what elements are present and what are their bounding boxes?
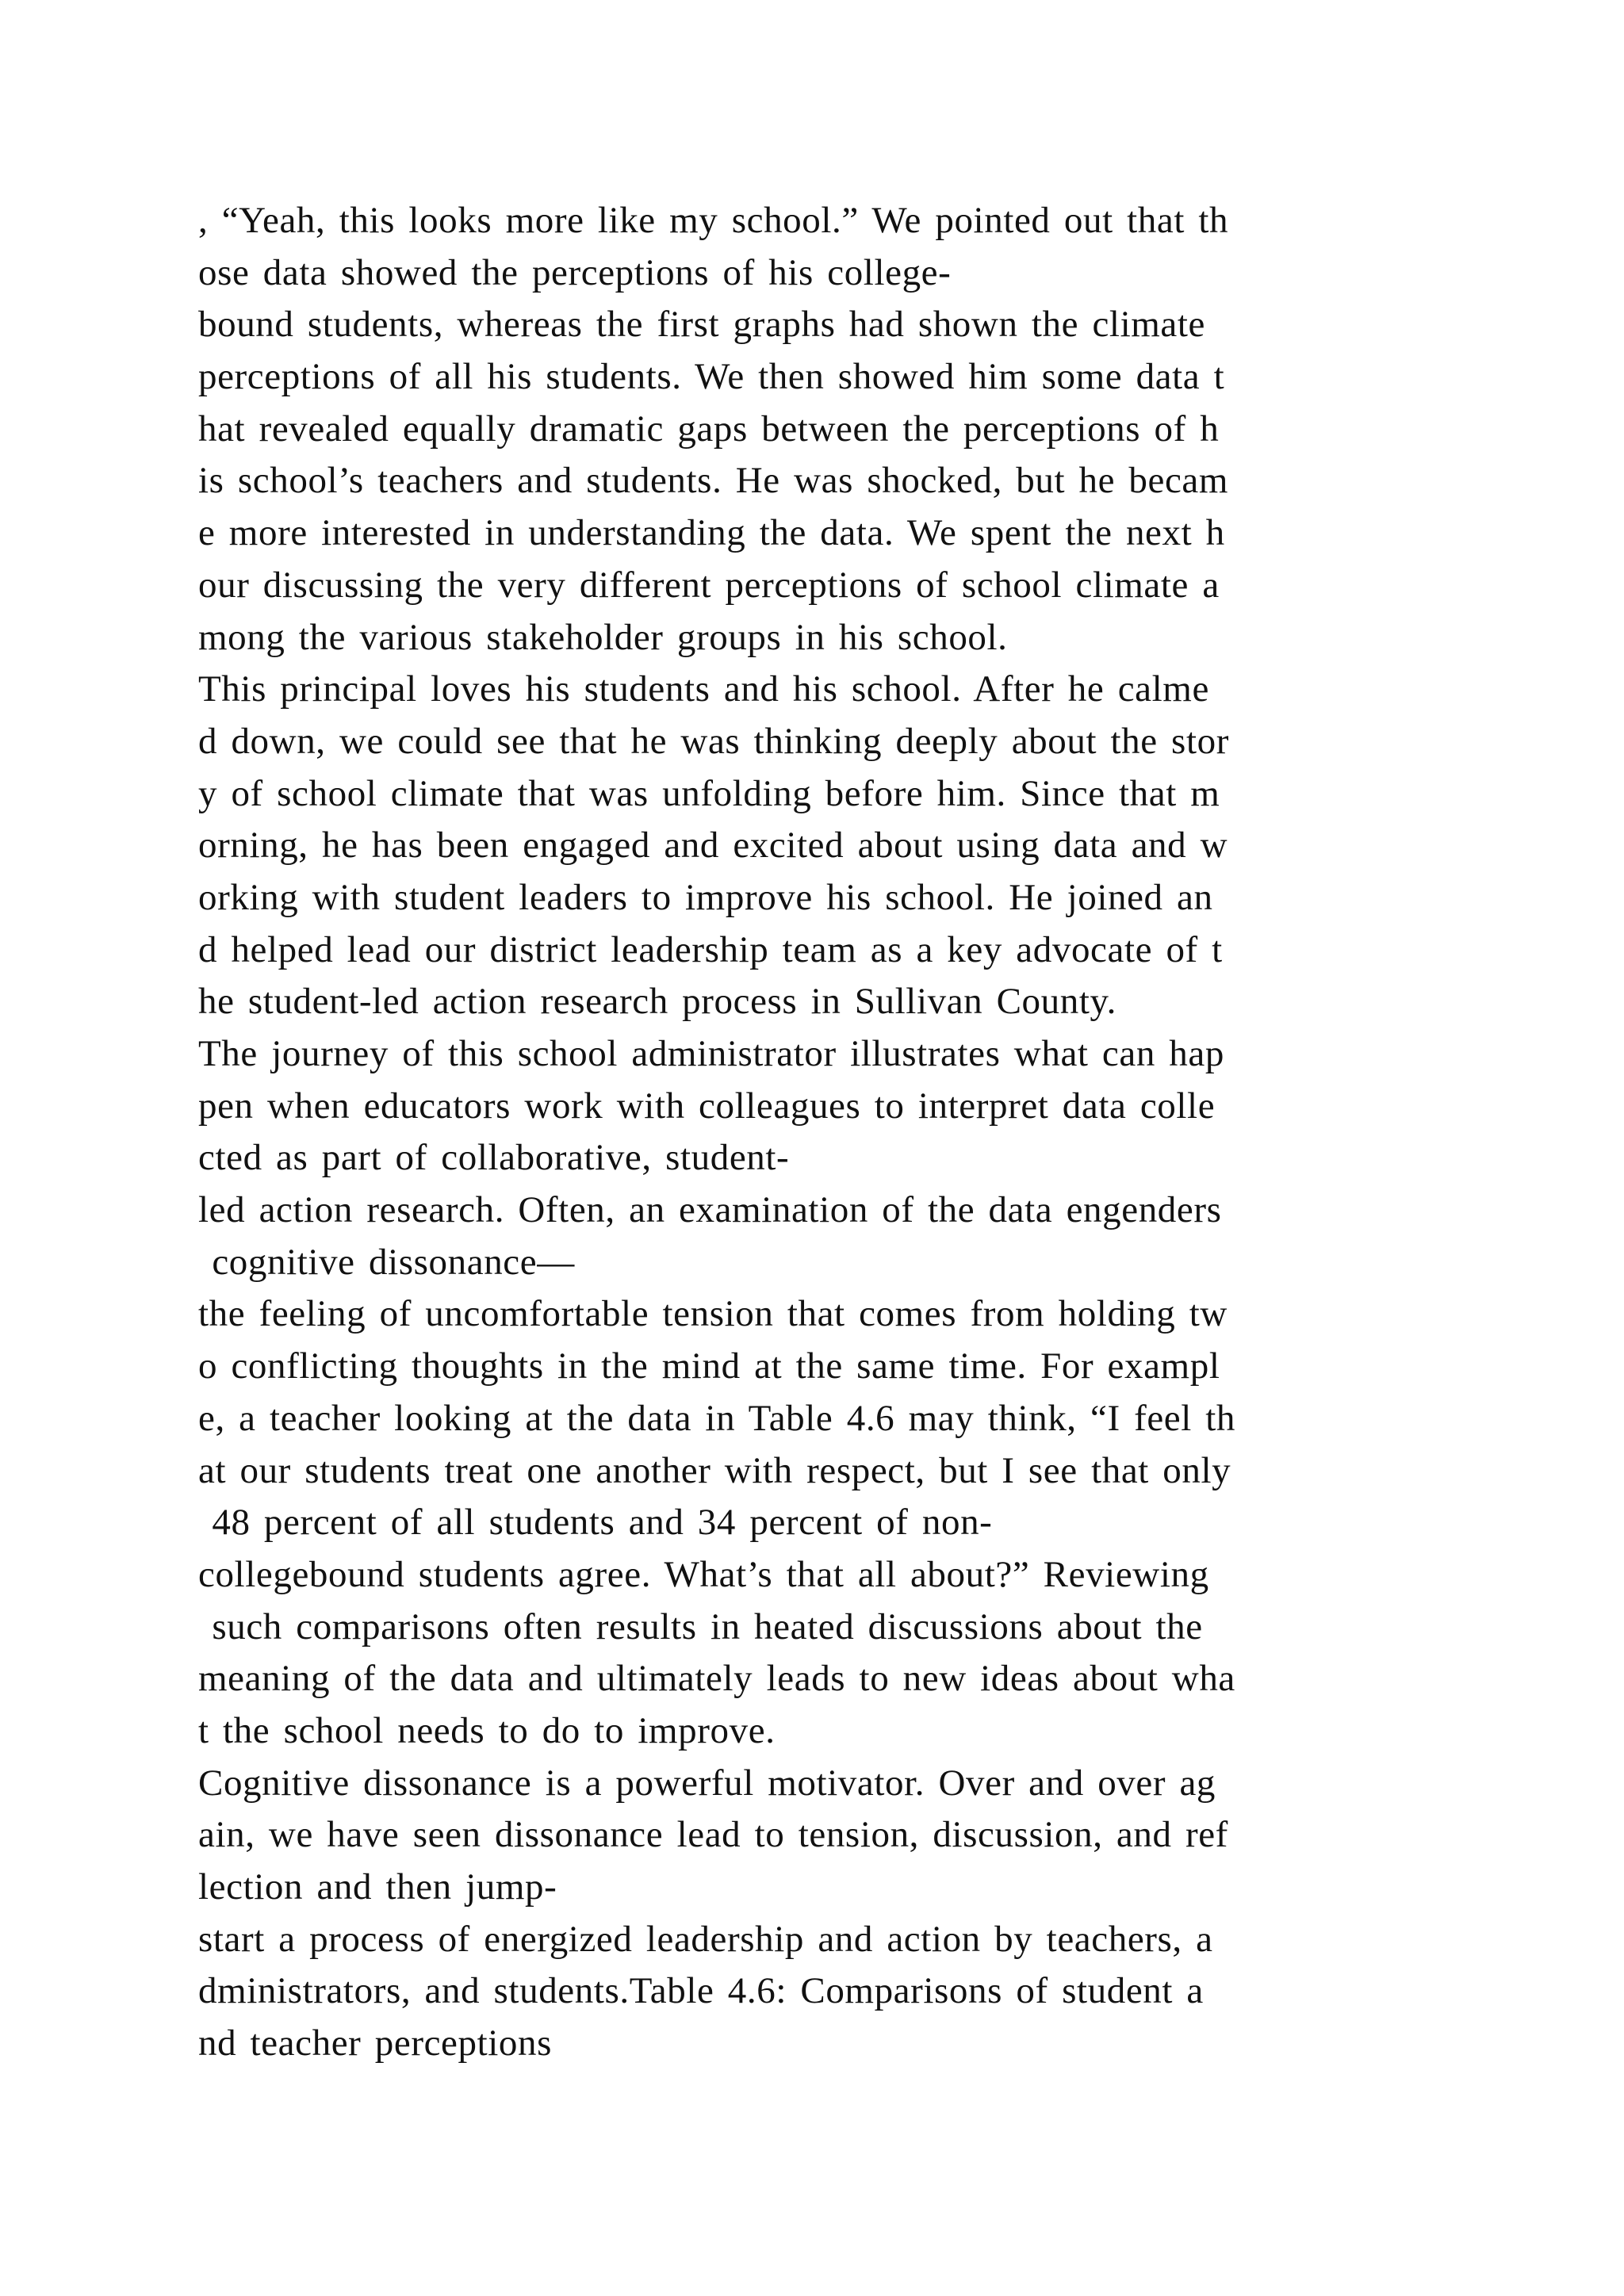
text-line: meaning of the data and ultimately leads to new ideas about wha [198,1658,1235,1700]
text-line: o conflicting thoughts in the mind at the same time. For exampl [198,1345,1220,1387]
text-line: lection and then jump- [198,1866,557,1908]
text-line: y of school climate that was unfolding before him. Since that m [198,772,1220,814]
text-line: the feeling of uncomfortable tension that comes from holding tw [198,1293,1228,1335]
text-line: d down, we could see that he was thinking deeply about the stor [198,720,1229,762]
text-line: e more interested in understanding the data. We spent the next h [198,512,1225,554]
text-line: bound students, whereas the first graphs had shown the climate [198,304,1205,346]
text-line: our discussing the very different perceptions of school climate a [198,564,1220,606]
text-line: he student-led action research process in Sullivan County. [198,981,1116,1023]
text-line: at our students treat one another with respect, but I see that only [198,1449,1231,1491]
text-line: led action research. Often, an examination of the data engenders [198,1189,1222,1231]
text-line: e, a teacher looking at the data in Table 4.6 may think, “I feel th [198,1397,1236,1439]
text-line: ain, we have seen dissonance lead to tension, discussion, and ref [198,1814,1228,1856]
text-line: nd teacher perceptions [198,2022,552,2064]
text-line: ose data showed the perceptions of his college- [198,251,952,293]
text-line: orning, he has been engaged and excited about using data and w [198,825,1228,867]
text-line: , “Yeah, this looks more like my school.” We pointed out that th [198,200,1229,241]
text-line: collegebound students agree. What’s that all about?” Reviewing [198,1553,1209,1595]
text-line: such comparisons often results in heated discussions about the [198,1605,1203,1647]
text-line: orking with student leaders to improve his school. He joined an [198,876,1213,918]
text-line: cted as part of collaborative, student- [198,1137,790,1179]
text-line: start a process of energized leadership and action by teachers, a [198,1918,1213,1960]
text-line: cognitive dissonance— [198,1241,575,1283]
text-line: The journey of this school administrator illustrates what can hap [198,1033,1224,1074]
text-line: hat revealed equally dramatic gaps between the perceptions of h [198,408,1220,450]
text-line: is school’s teachers and students. He was shocked, but he becam [198,460,1229,502]
text-line: 48 percent of all students and 34 percent of non- [198,1502,993,1544]
text-line: mong the various stakeholder groups in his school. [198,616,1008,658]
text-line: perceptions of all his students. We then showed him some data t [198,356,1225,398]
body-text [198,195,1435,2070]
text-line: dministrators, and students.Table 4.6: Comparisons of student a [198,1970,1204,2012]
text-line: pen when educators work with colleagues to interpret data colle [198,1085,1216,1127]
text-line: t the school needs to do to improve. [198,1709,776,1751]
text-line: This principal loves his students and his school. After he calme [198,668,1209,710]
text-line: d helped lead our district leadership team as a key advocate of t [198,928,1223,970]
text-line: Cognitive dissonance is a powerful motivator. Over and over ag [198,1762,1216,1804]
